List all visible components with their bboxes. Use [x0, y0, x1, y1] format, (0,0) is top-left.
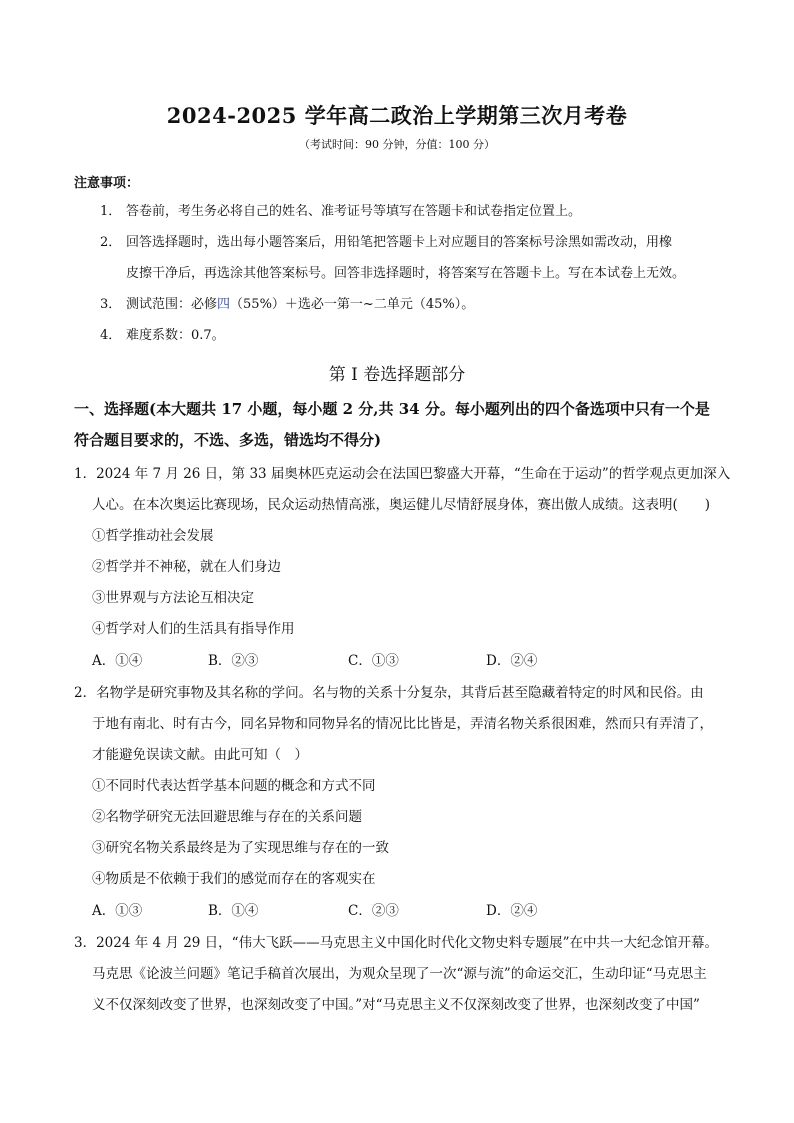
question-2-stem-line: 2．名物学是研究事物及其名称的学问。名与物的关系十分复杂，其背后甚至隐藏着特定的时风和民俗。由	[74, 685, 704, 701]
question-1-option-d: D．②④	[486, 653, 538, 669]
question-1-item: ②哲学并不神秘，就在人们身边	[92, 559, 281, 575]
question-1-stem-line: 1．2024 年 7 月 26 日，第 33 届奥林匹克运动会在法国巴黎盛大开幕，“生命在于运动”的哲学观点更加深入	[74, 466, 731, 482]
notice-item-text: 测试范围：必修	[126, 297, 218, 312]
notice-item-number: 4．	[100, 328, 122, 343]
notice-item-text: 答卷前，考生务必将自己的姓名、准考证号等填写在答题卡和试卷指定位置上。	[126, 204, 582, 219]
notice-item-2	[100, 233, 672, 253]
question-2-stem-line: 于地有南北、时有古今，同名异物和同物异名的情况比比皆是，弄清名物关系很困难，然而只有弄清了，	[92, 716, 713, 732]
question-1-option-c: C．①③	[348, 653, 399, 669]
question-3-stem-line: 马克思《论波兰问题》笔记手稿首次展出，为观众呈现了一次“源与流”的命运交汇，生动印证“马克思主	[92, 966, 707, 982]
exam-subtitle: （考试时间：90 分钟，分值：100 分）	[299, 138, 495, 151]
notice-item-number: 2．	[100, 235, 122, 250]
notice-item-text: （55%）＋选必一第一~二单元（45%）。	[230, 297, 475, 312]
notice-item-number: 3．	[100, 297, 122, 312]
question-2-option-a: A．①③	[92, 903, 143, 919]
question-2-item: ①不同时代表达哲学基本问题的概念和方式不同	[92, 778, 376, 794]
notice-item-3	[100, 295, 474, 315]
notice-item-text: 回答选择题时，选出每小题答案后，用铅笔把答题卡上对应题目的答案标号涂黑如需改动，用橡	[126, 235, 673, 250]
exam-title: 2024-2025 学年高二政治上学期第三次月考卷	[166, 103, 628, 128]
question-3-stem-line: 3．2024 年 4 月 29 日，“伟大飞跃——马克思主义中国化时代化文物史料专题展”在中共一大纪念馆开幕。	[74, 935, 718, 951]
notice-item-2-continued: 皮擦干净后，再选涂其他答案标号。回答非选择题时，将答案写在答题卡上。写在本试卷上无效。	[126, 266, 686, 281]
mc-header-line-1: 一、选择题(本大题共 17 小题，每小题 2 分,共 34 分。每小题列出的四个备选项中只有一个是	[74, 400, 710, 418]
question-3-stem-line: 义不仅深刻改变了世界，也深刻改变了中国。”对“马克思主义不仅深刻改变了世界，也深刻改变了中国”	[92, 997, 700, 1013]
question-2-option-b: B．①④	[208, 903, 259, 919]
notice-item-text: 难度系数：0.7。	[126, 328, 225, 343]
notice-item-number: 1．	[100, 204, 122, 219]
question-1-option-b: B．②③	[208, 653, 259, 669]
question-1-item: ③世界观与方法论互相决定	[92, 590, 254, 606]
notice-item-4	[100, 326, 225, 346]
question-1-item: ①哲学推动社会发展	[92, 528, 214, 544]
section-title: 第 I 卷选择题部分	[328, 365, 466, 385]
question-2-stem-line: 才能避免误读文献。由此可知（ ）	[92, 747, 308, 763]
question-2-option-d: D．②④	[486, 903, 538, 919]
question-2-item: ③研究名物关系最终是为了实现思维与存在的一致	[92, 840, 389, 856]
notice-item-highlight: 四	[217, 297, 231, 312]
notice-heading: 注意事项：	[74, 176, 140, 191]
question-2-option-c: C．②③	[348, 903, 399, 919]
question-2-item: ④物质是不依赖于我们的感觉而存在的客观实在	[92, 871, 376, 887]
question-1-item: ④哲学对人们的生活具有指导作用	[92, 621, 295, 637]
question-2-item: ②名物学研究无法回避思维与存在的关系问题	[92, 809, 362, 825]
mc-header-line-2: 符合题目要求的，不选、多选，错选均不得分)	[74, 431, 382, 449]
notice-item-1	[100, 202, 581, 222]
question-1-stem-line: 人心。在本次奥运比赛现场，民众运动热情高涨，奥运健儿尽情舒展身体，赛出傲人成绩。这表明( )	[92, 497, 711, 513]
question-1-option-a: A．①④	[92, 653, 143, 669]
